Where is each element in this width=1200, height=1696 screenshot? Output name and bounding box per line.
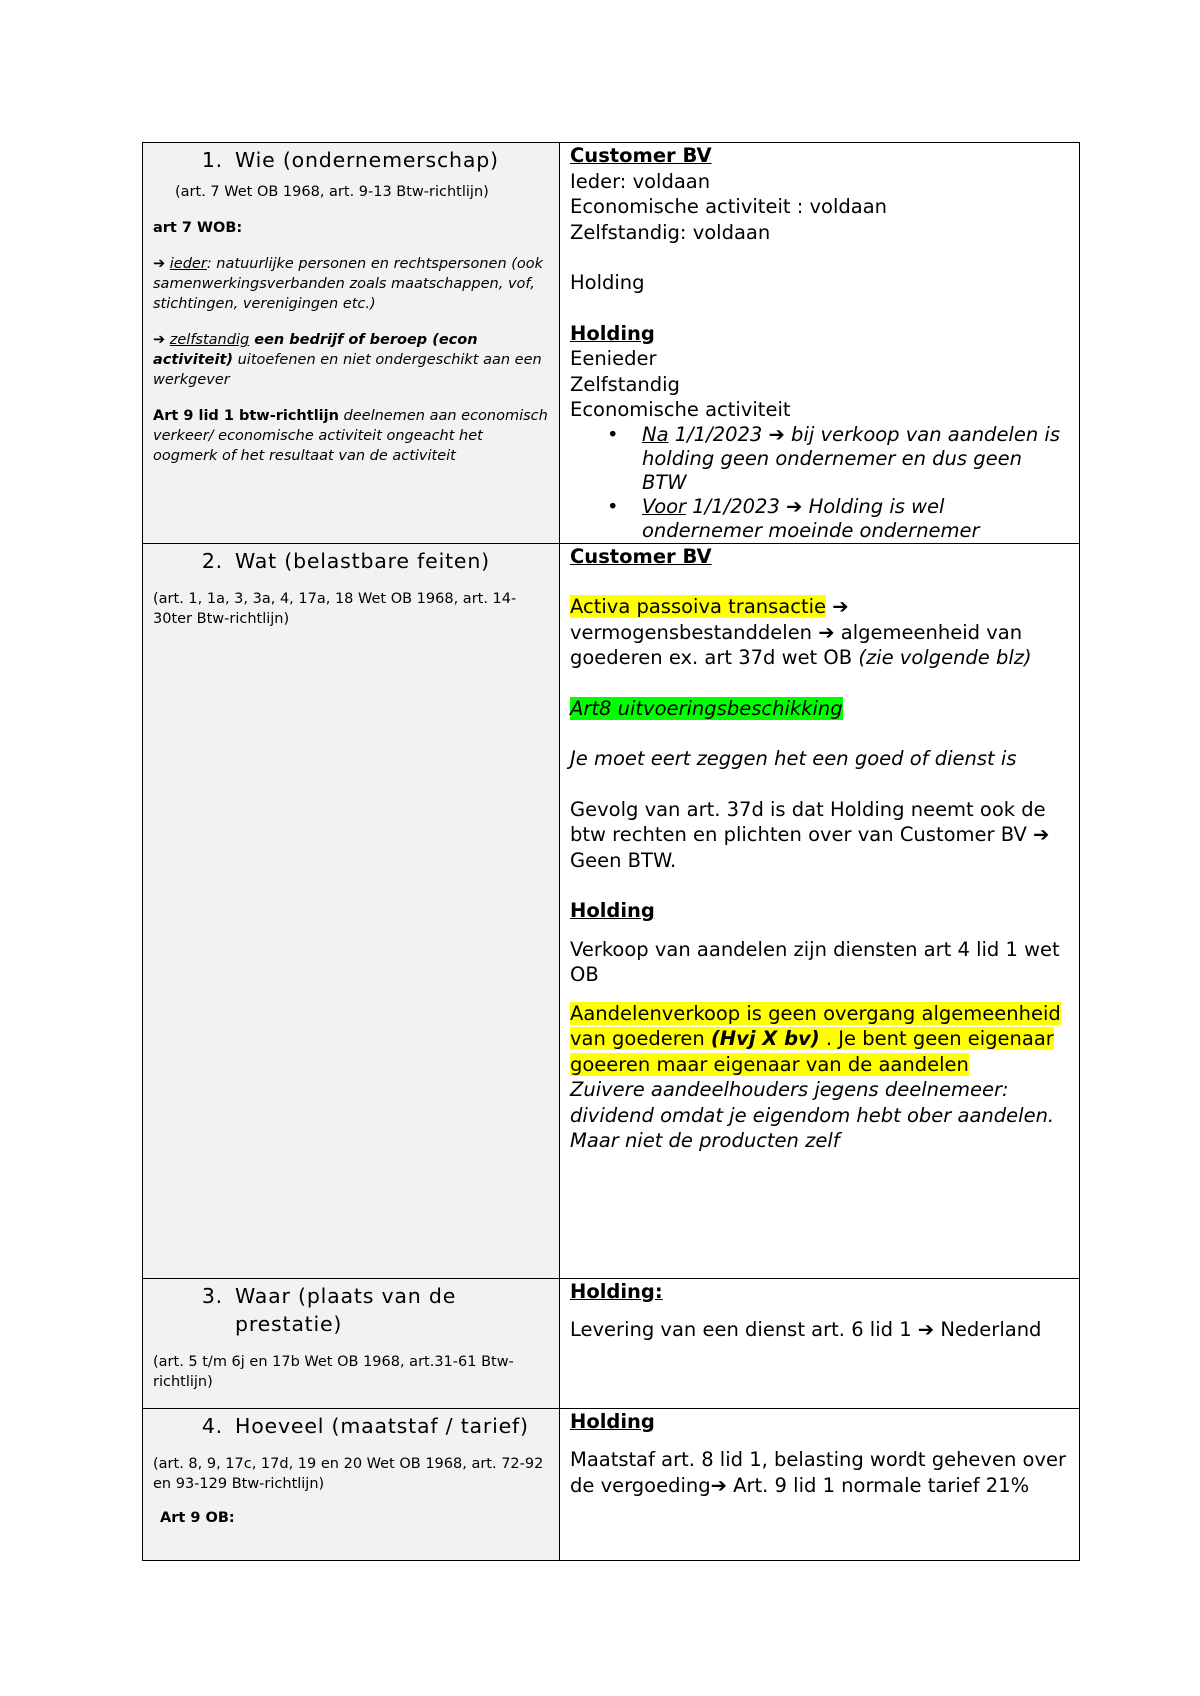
legal-reference: (art. 1, 1a, 3, 3a, 4, 17a, 18 Wet OB 1968, art. 14-30ter Btw-richtlijn) [153,590,517,627]
cell-waar-left [143,1278,560,1408]
holding-heading: Holding [570,321,655,345]
ieder-paragraph [153,254,549,314]
cell-hoeveel-right [560,1408,1080,1560]
aandelen-highlight: Aandelenverkoop is geen overgang algemeenheid van goederen [570,1001,1061,1050]
cell-wie-right [560,143,1080,544]
criterion-line: Zelfstandig: voldaan [570,220,771,244]
section-heading-waar [153,1282,549,1338]
gevolg-paragraph: Gevolg van art. 37d is dat Holding neemt ook de btw rechten en plichten over van Customer BV ➔ Geen BTW. [570,797,1050,872]
art9-label: Art 9 lid 1 btw-richtlijn [153,408,339,424]
customer-bv-heading: Customer BV [570,544,712,568]
zelfstandig-word: zelfstandig [169,332,250,348]
cell-wat-left [143,543,560,1278]
bullet-text: 1/1/2023 ➔ Holding is wel ondernemer moeinde ondernemer [642,494,980,542]
zuivere-paragraph: Zuivere aandeelhouders jegens deelnemeer: dividend omdat je eigendom hebt ober aandelen. Maar niet de producten zelf [570,1078,1055,1152]
table-row-wie [143,143,1080,544]
legal-reference: (art. 7 Wet OB 1968, art. 9-13 Btw-richtlijn) [175,184,489,200]
activa-highlight: Activa passoiva transactie [570,595,827,618]
list-item: • Na 1/1/2023 ➔ bij verkoop van aandelen is holding geen ondernemer en dus geen BTW [607,422,1060,494]
heading-title: Hoeveel (maatstaf / tarief) [235,1413,529,1438]
list-item: • Voor 1/1/2023 ➔ Holding is wel ondernemer moeinde ondernemer [607,494,980,542]
cell-hoeveel-left [143,1408,560,1560]
aandelen-paragraph [570,1001,1069,1078]
heading-number: 3. [201,1283,223,1308]
heading-number: 4. [201,1413,223,1438]
bullet-underlined: Na [642,422,669,446]
section-heading-wat [153,547,549,575]
table-row-hoeveel [143,1408,1080,1560]
holding-heading: Holding [570,1409,655,1433]
section-heading-hoeveel [153,1412,549,1440]
arrow-icon: ➔ [153,332,166,348]
art9-text: deelnemen aan economisch verkeer/ economische activiteit ongeacht het oogmerk of het resultaat van de activiteit [153,408,548,464]
art7-label: art 7 WOB: [153,220,243,236]
art9-paragraph [153,406,549,466]
activa-text: ➔ vermogensbestanddelen ➔ algemeenheid van goederen ex. art 37d wet OB [570,595,1023,669]
art8-paragraph [570,696,1069,722]
activa-italic: (zie volgende blz) [858,646,1032,669]
heading-number: 2. [201,548,223,573]
art8-highlight: Art8 uitvoeringsbeschikking [570,696,843,720]
plaats-paragraph: Levering van een dienst art. 6 lid 1 ➔ Nederland [570,1318,1042,1341]
zelfstandig-paragraph [153,330,549,390]
aandelen-highlight: . Je bent geen eigenaar goeeren maar eigenaar van de aandelen [570,1027,1054,1076]
zelfstandig-bold-text: een bedrijf of beroep (econ activiteit) [153,332,478,368]
zelfstandig-text: uitoefenen en niet ondergeschikt aan een werkgever [153,352,542,388]
heading-title: Wat (belastbare feiten) [235,548,490,573]
criterion-line: Economische activiteit [570,398,791,421]
art9-ob-label: Art 9 OB: [160,1509,235,1526]
holding-bullet-list [570,423,1069,543]
bullet-underlined: Voor [642,494,687,518]
cell-wat-right [560,543,1080,1278]
cell-wie-left [143,143,560,544]
heading-number: 1. [201,148,223,172]
criterion-line: Zelfstandig [570,372,680,396]
table-row-waar [143,1278,1080,1408]
customer-bv-heading: Customer BV [570,144,712,167]
holding-heading: Holding: [570,1279,663,1303]
bullet-text: 1/1/2023 ➔ bij verkoop van aandelen is holding geen ondernemer en dus geen BTW [642,422,1060,494]
ieder-word: ieder [169,256,207,272]
ieder-text: : natuurlijke personen en rechtspersonen (ook samenwerkingsverbanden zoals maatschappen, vof, stichtingen, verenigingen etc.) [153,256,544,312]
verkoop-paragraph: Verkoop van aandelen zijn diensten art 4 lid 1 wet OB [570,937,1060,986]
legal-reference: (art. 5 t/m 6j en 17b Wet OB 1968, art.31-61 Btw-richtlijn) [153,1353,514,1390]
holding-heading: Holding [570,899,655,922]
criterion-line: Eenieder [570,347,657,370]
heading-title: Wie (ondernemerschap) [235,148,499,172]
legal-reference: (art. 8, 9, 17c, 17d, 19 en 20 Wet OB 1968, art. 72-92 en 93-129 Btw-richtlijn) [153,1455,544,1492]
btw-analysis-table [142,142,1080,1561]
je-moet-paragraph: Je moet eert zeggen het een goed of dienst is [570,747,1017,770]
criterion-line: Ieder: voldaan [570,169,711,193]
maatstaf-paragraph: Maatstaf art. 8 lid 1, belasting wordt geheven over de vergoeding➔ Art. 9 lid 1 normale tarief 21% [570,1448,1067,1497]
holding-text: Holding [570,271,645,294]
arrow-icon: ➔ [153,256,166,272]
section-heading-wie [153,146,549,174]
activa-paragraph [570,594,1069,671]
hvj-case-highlight: (Hvj X bv) [710,1027,820,1050]
criterion-line: Economische activiteit : voldaan [570,195,887,218]
heading-title: Waar (plaats van de prestatie) [235,1283,457,1336]
table-row-wat [143,543,1080,1278]
cell-waar-right [560,1278,1080,1408]
